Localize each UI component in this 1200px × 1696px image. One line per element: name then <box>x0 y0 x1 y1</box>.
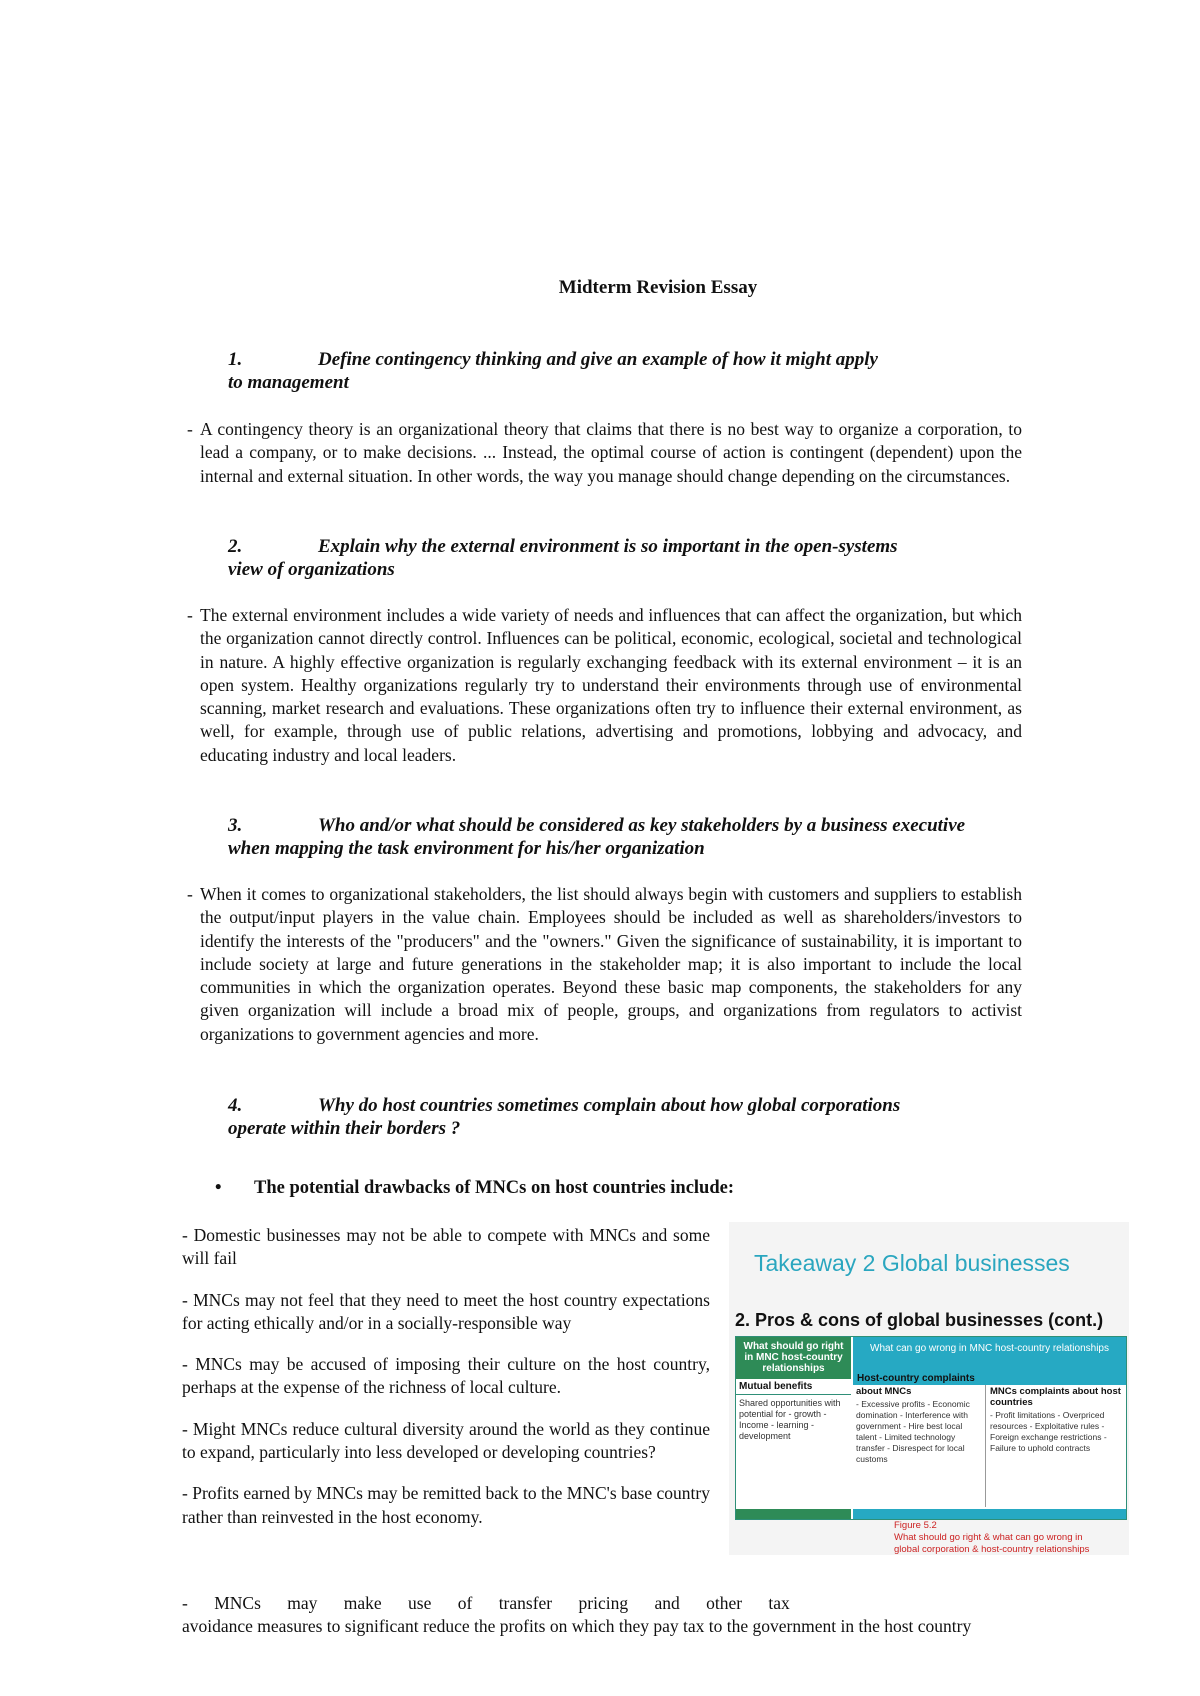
drawbacks-list <box>182 1224 710 1547</box>
question-2 <box>228 535 983 581</box>
page-title: Midterm Revision Essay <box>558 277 758 298</box>
list-item: - MNCs may be accused of imposing their culture on the host country, perhaps at the expense of the richness of local culture. <box>182 1354 710 1398</box>
caption-line-1: Figure 5.2 <box>894 1520 937 1531</box>
c1-items: - Excessive profits - Economic domination - Interference with government - Hire best local talent - Limited technology transfer - Disrespect for local customs <box>856 1399 970 1464</box>
bullet-heading <box>215 1178 734 1199</box>
question-text-line1: Define contingency thinking and give an example of how it might apply <box>318 349 878 370</box>
question-text-line1: Why do host countries sometimes complain about how global corporations <box>318 1095 901 1116</box>
question-number: 1. <box>228 349 243 370</box>
dash-marker: - <box>187 884 193 904</box>
left-text: Shared opportunities with potential for - growth - Income - learning - development <box>739 1398 841 1441</box>
slide-title: Takeaway 2 Global businesses <box>754 1250 1070 1276</box>
final-line-1: - MNCs may make use of transfer pricing and other tax <box>182 1593 790 1613</box>
mutual-benefits-column <box>736 1337 851 1519</box>
question-text-line2: view of organizations <box>228 559 395 580</box>
c2-items: - Profit limitations - Overpriced resources - Exploitative rules - Foreign exchange restrictions - Failure to uphold contracts <box>990 1410 1107 1453</box>
answer-text: When it comes to organizational stakeholders, the list should always begin with customers and suppliers to establish the output/input players in the value chain. Employees should be included as well as shareholders/investors to identify the interests of the "producers" and the "owners." Given the significance of sustainability, it is important to include society at large and future generations in the stakeholder map; it is also important to include the local communities in which the organization operates. Beyond these basic map components, the stakeholders for any given organization will include a broad mix of people, groups, and organizations from regulators to activist organizations to government agencies and more. <box>200 884 1022 1044</box>
c2-heading: MNCs complaints about host countries <box>990 1386 1121 1408</box>
list-item: - MNCs may not feel that they need to meet the host country expectations for acting ethically and/or in a socially-responsible way <box>182 1289 710 1333</box>
question-4 <box>228 1094 983 1140</box>
answer-2 <box>187 604 1022 767</box>
final-paragraph <box>182 1592 1102 1639</box>
question-text-line1: Who and/or what should be considered as key stakeholders by a business executive <box>318 815 966 836</box>
question-text-line1: Explain why the external environment is so important in the open-systems <box>318 536 898 557</box>
dash-marker: - <box>187 419 193 439</box>
list-item: - Might MNCs reduce cultural diversity around the world as they continue to expand, particularly into less developed or developing countries? <box>182 1418 710 1463</box>
right-subheader: Host-country complaints <box>853 1373 1126 1385</box>
complaints-about-mncs <box>853 1385 986 1507</box>
dash-marker: - <box>187 605 193 625</box>
complaints-column <box>853 1337 1126 1519</box>
caption-line-2: What should go right & what can go wrong in <box>894 1532 1083 1543</box>
question-text-line2: when mapping the task environment for his/her organization <box>228 838 705 859</box>
complaints-subcolumns <box>853 1385 1126 1507</box>
bullet-dot: • <box>215 1178 222 1198</box>
slide-figure <box>729 1222 1129 1555</box>
left-footer-bar <box>736 1509 851 1519</box>
answer-text: The external environment includes a wide variety of needs and influences that can affect the organization, but which the organization cannot directly control. Influences can be political, economic, ecological, societal and technological in nature. A highly effective organization is regularly exchanging feedback with its external environment – it is an open system. Healthy organizations regularly try to understand their environments through use of environmental scanning, market research and evaluations. These organizations often try to influence their external environment, as well, for example, through use of public relations, advertising and promotions, lobbying and advocacy, and educating industry and local leaders. <box>200 605 1022 765</box>
answer-text: A contingency theory is an organizational theory that claims that there is no best way to organize a corporation, to lead a company, or to make decisions. ... Instead, the optimal course of action is contingent (dependent) upon the internal and external situation. In other words, the way you manage should change depending on the circumstances. <box>200 419 1022 486</box>
caption-line-3: global corporation & host-country relationships <box>894 1544 1090 1555</box>
right-header: What can go wrong in MNC host-country relationships <box>853 1337 1126 1373</box>
list-item: - Profits earned by MNCs may be remitted back to the MNC's base country rather than reinvested in the host economy. <box>182 1483 710 1527</box>
left-subheader: Mutual benefits <box>736 1379 851 1395</box>
left-header: What should go right in MNC host-country relationships <box>736 1337 851 1379</box>
slide-table <box>735 1336 1127 1520</box>
question-1 <box>228 348 983 394</box>
right-footer-bar <box>853 1509 1126 1519</box>
question-number: 4. <box>228 1095 243 1116</box>
list-item: - Domestic businesses may not be able to compete with MNCs and some will fail <box>182 1225 710 1269</box>
question-3 <box>228 814 983 860</box>
slide-subtitle: 2. Pros & cons of global businesses (cont.) <box>735 1310 1104 1330</box>
c1-heading: about MNCs <box>856 1386 912 1397</box>
bullet-text: The potential drawbacks of MNCs on host countries include: <box>254 1178 734 1198</box>
question-text-line2: operate within their borders ? <box>228 1118 461 1139</box>
figure-caption <box>894 1520 1089 1555</box>
answer-1 <box>187 418 1022 488</box>
question-number: 2. <box>228 536 243 557</box>
question-text-line2: to management <box>228 372 349 393</box>
question-number: 3. <box>228 815 243 836</box>
complaints-about-hosts <box>987 1385 1125 1507</box>
answer-3 <box>187 883 1022 1046</box>
final-line-2: avoidance measures to significant reduce the profits on which they pay tax to the government in the host country <box>182 1616 972 1637</box>
